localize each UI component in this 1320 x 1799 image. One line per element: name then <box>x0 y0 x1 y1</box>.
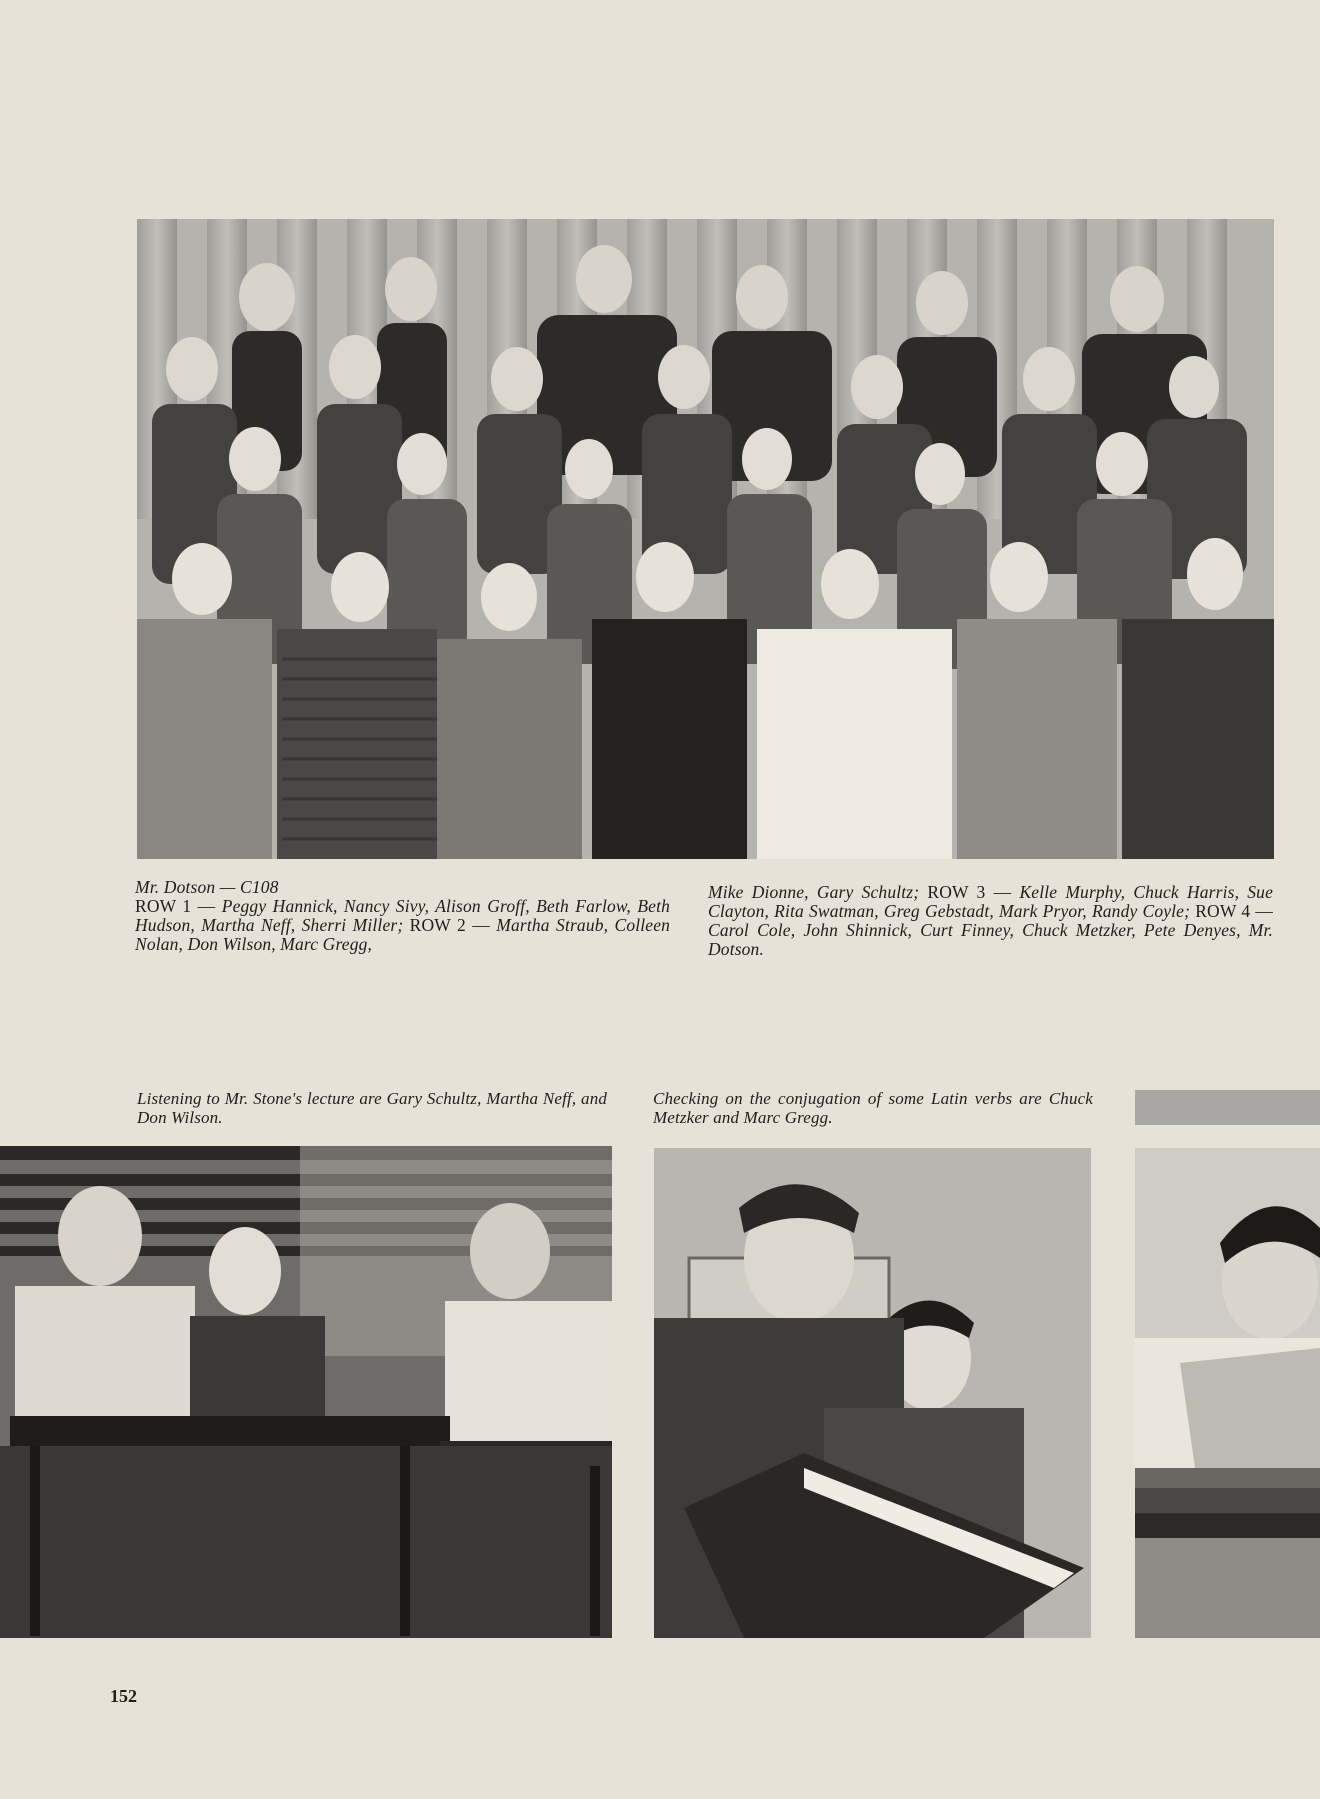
row1-names: Peggy Hannick, Nancy Sivy, Alison Groff, Beth Farlow, Beth Hudson, Martha Neff, Sherri Miller; <box>135 896 671 935</box>
row4-names: Carol Cole, John Shinnick, Curt Finney, Chuck Metzker, Pete Denyes, Mr. Dotson. <box>708 920 1273 959</box>
class-photo-caption-right <box>708 883 1273 959</box>
row4-label: ROW 4 — <box>1195 901 1273 921</box>
row2-names-a: Martha Straub, Colleen Nolan, Don Wilson, Marc Gregg, <box>135 915 671 954</box>
candid-middle-caption <box>653 1089 1093 1127</box>
page-number: 152 <box>110 1686 137 1706</box>
row2-label: ROW 2 — <box>409 915 490 935</box>
candid-reading-illustration <box>1135 1148 1320 1638</box>
class-group-photo <box>137 219 1274 859</box>
decorative-gray-bar <box>1135 1090 1320 1125</box>
class-photo-illustration <box>137 219 1274 859</box>
candid-photo-reading <box>1135 1148 1320 1638</box>
candid-left-caption-text: Listening to Mr. Stone's lecture are Gary Schultz, Martha Neff, and Don Wilson. <box>137 1089 607 1127</box>
candid-middle-caption-text: Checking on the conjugation of some Latin verbs are Chuck Metzker and Marc Gregg. <box>653 1089 1093 1127</box>
row3-names: Kelle Murphy, Chuck Harris, Sue Clayton, Rita Swatman, Greg Gebstadt, Mark Pryor, Randy Coyle; <box>708 882 1273 921</box>
row2-names-b: Mike Dionne, Gary Schultz; <box>708 882 920 902</box>
candid-latin-illustration <box>654 1148 1091 1638</box>
row1-label: ROW 1 — <box>135 896 216 916</box>
candid-left-caption <box>137 1089 607 1127</box>
candid-photo-lecture <box>0 1146 612 1638</box>
candid-lecture-illustration <box>0 1146 612 1638</box>
row3-label: ROW 3 — <box>927 882 1012 902</box>
class-photo-heading: Mr. Dotson — C108 <box>135 877 279 897</box>
candid-photo-latin-verbs <box>654 1148 1091 1638</box>
class-photo-caption-left <box>135 878 670 954</box>
